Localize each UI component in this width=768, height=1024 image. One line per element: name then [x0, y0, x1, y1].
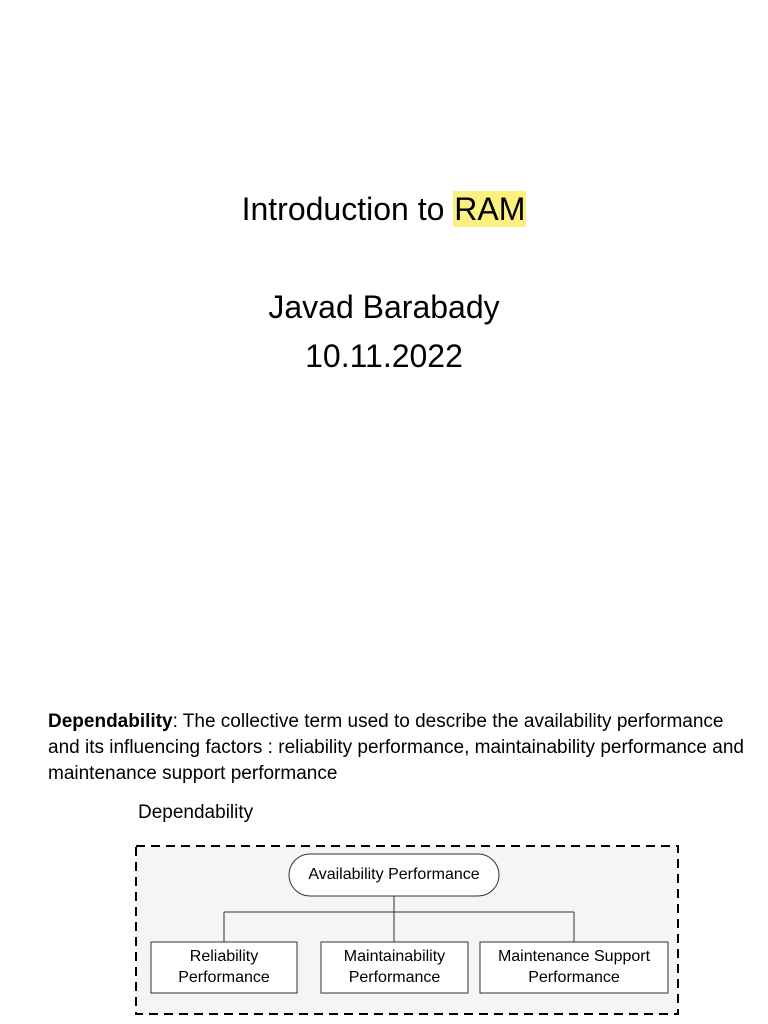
reliability-label-line2: Performance — [178, 969, 270, 986]
presentation-date: 10.11.2022 — [305, 338, 463, 374]
definition-text: : The collective term used to describe the availability performance and its influencing factors : reliability performance, maintainability performance and maintenance support performance — [48, 711, 744, 784]
reliability-label-line1: Reliability — [189, 948, 259, 965]
definition-term: Dependability — [48, 711, 173, 732]
maintainability-label — [321, 946, 468, 988]
title-prefix: Introduction to — [241, 191, 454, 227]
diagram-label: Dependability — [138, 802, 254, 823]
maintenance-support-label-line1: Maintenance Support — [497, 948, 651, 965]
reliability-label — [151, 946, 297, 988]
maintainability-label-line1: Maintainability — [343, 948, 446, 965]
maintainability-label-line2: Performance — [348, 969, 441, 986]
title-highlight: RAM — [454, 191, 526, 227]
author-name: Javad Barabady — [268, 289, 500, 325]
dependability-diagram — [134, 844, 680, 1018]
availability-label: Availability Performance — [308, 866, 480, 883]
slide-title — [0, 190, 768, 228]
maintenance-support-label-line2: Performance — [528, 969, 620, 986]
dependability-definition — [48, 709, 748, 787]
maintenance-support-label — [480, 946, 668, 988]
